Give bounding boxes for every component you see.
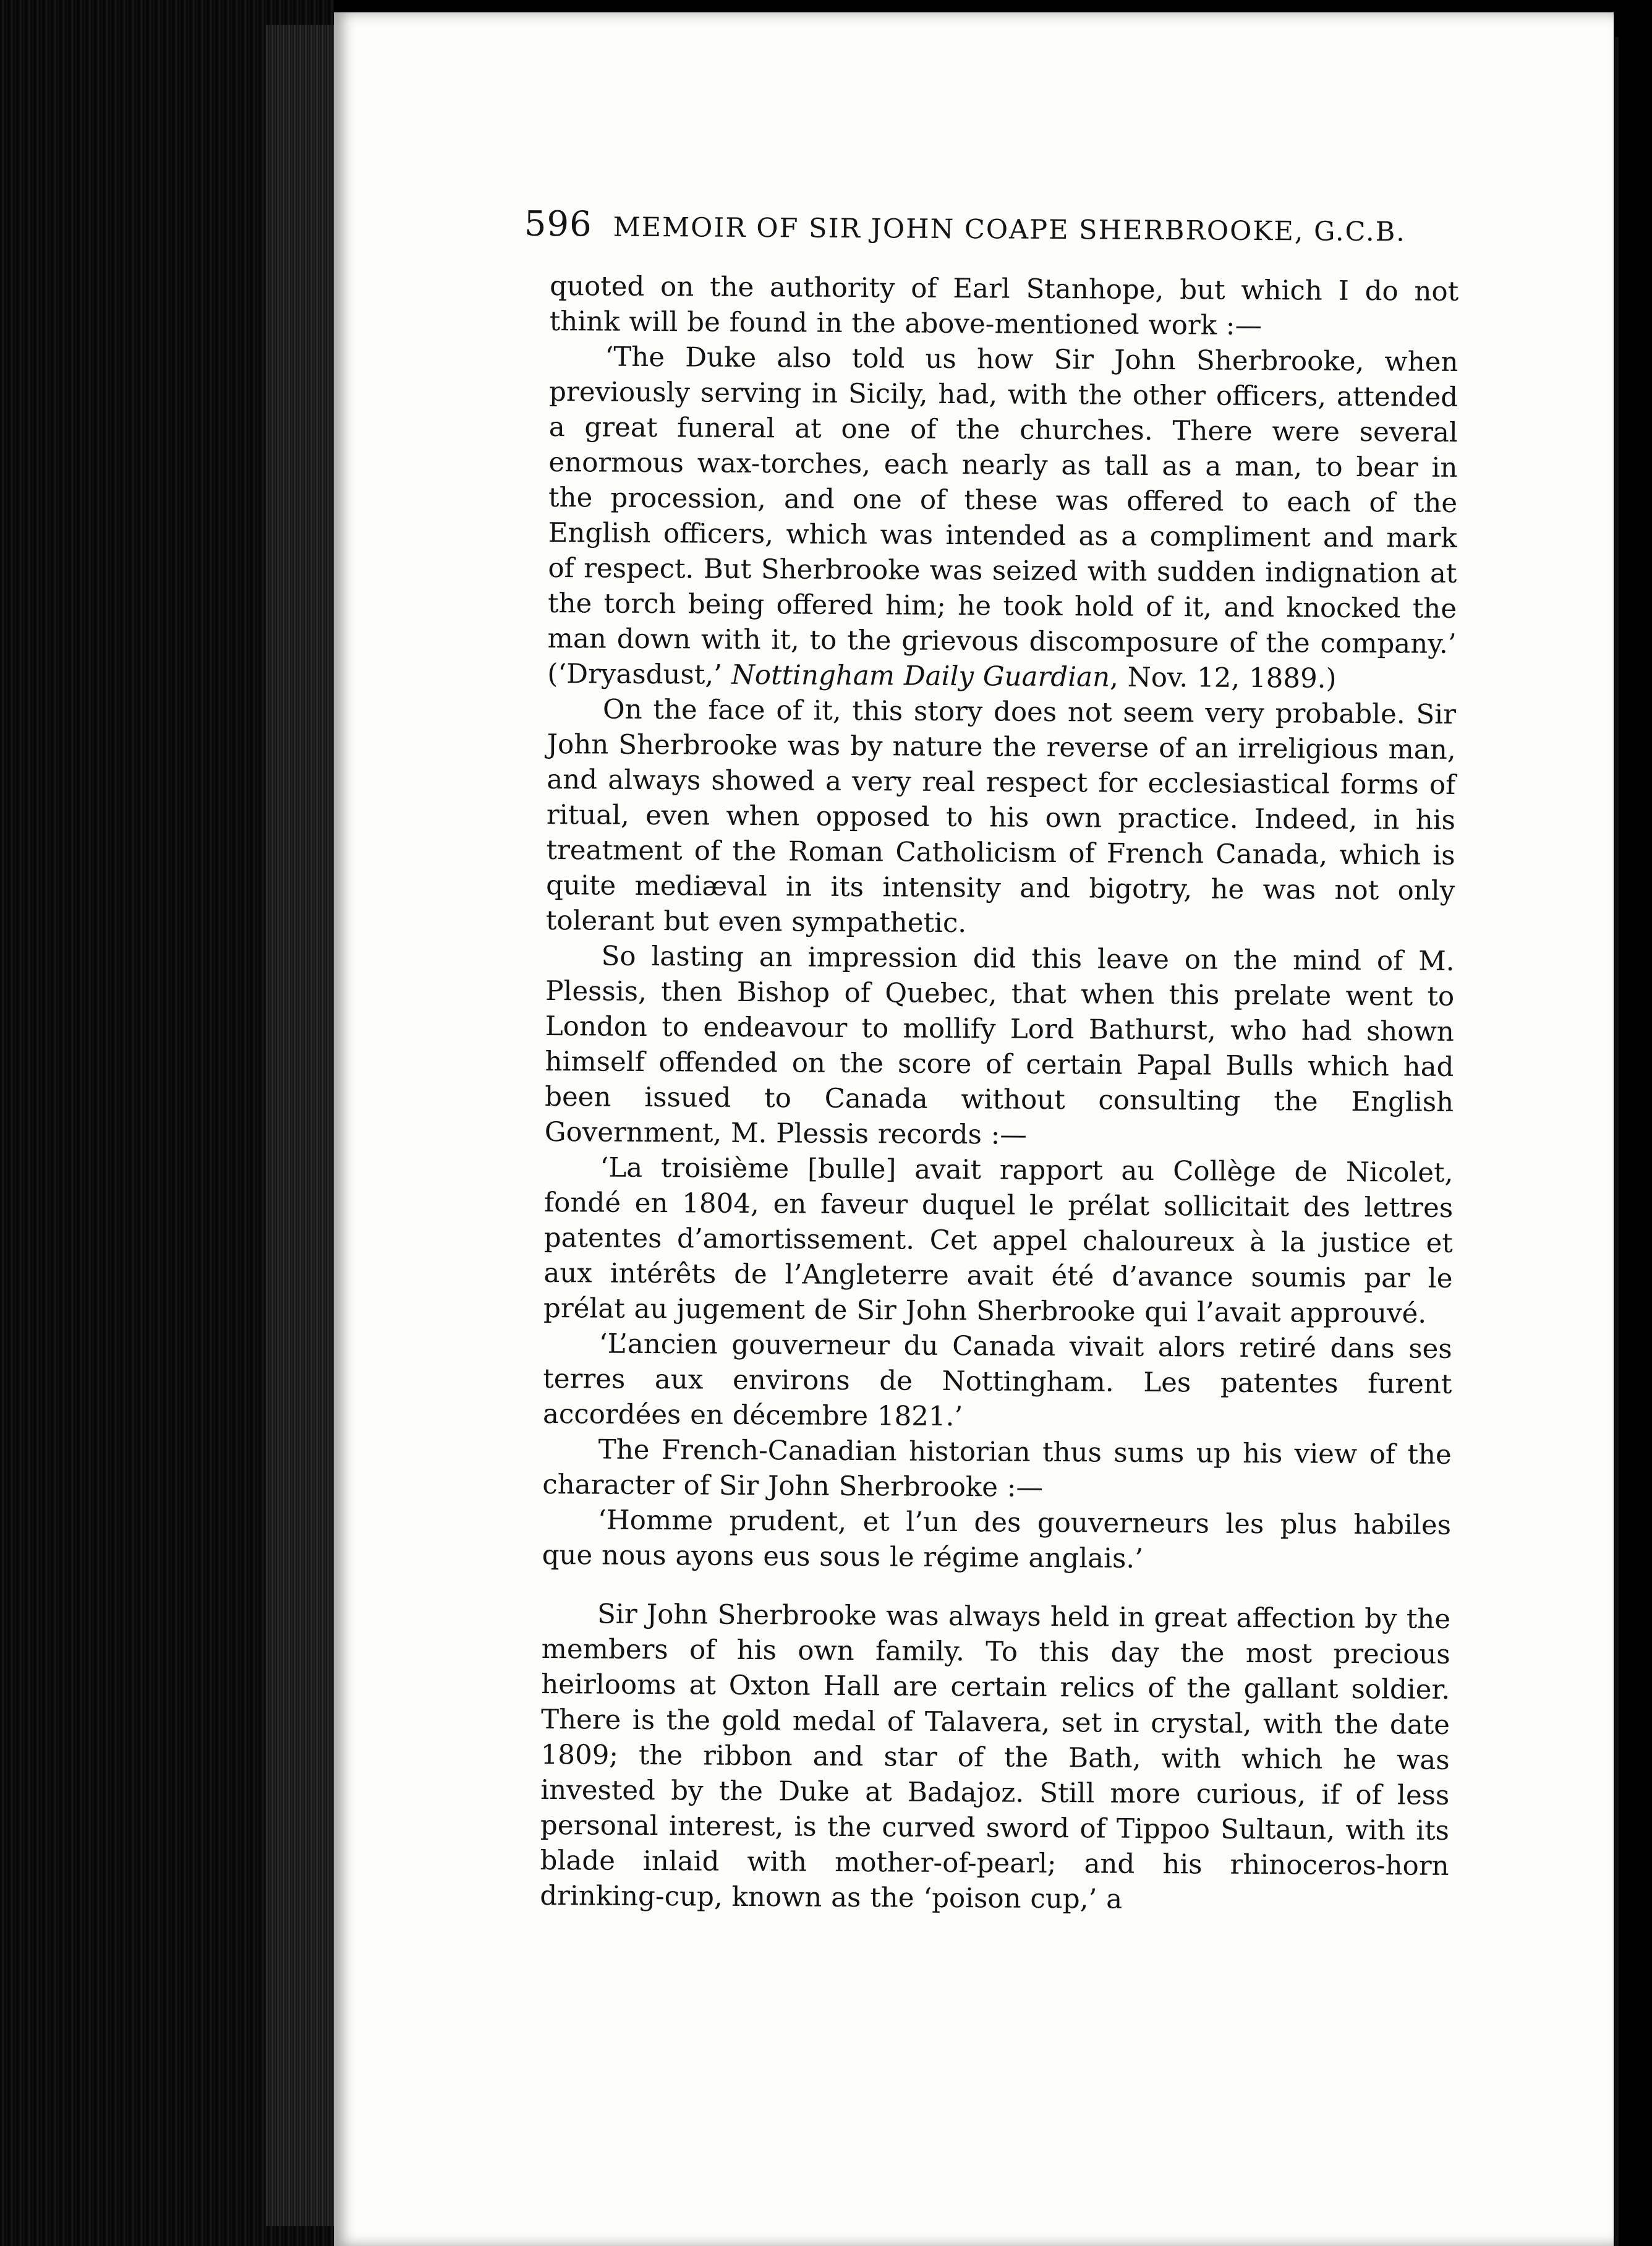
paragraph-7: The French-Canadian historian thus sums up his view of the character of Sir John Sherbrooke :— (542, 1434, 1452, 1503)
page-number: 596 (524, 203, 592, 245)
facing-page-edge (1615, 37, 1619, 2246)
page-text (524, 203, 1459, 1919)
citation-date: , Nov. 12, 1889.) (1109, 662, 1337, 694)
duke-quote: ‘The Duke also told us how Sir John Sherbrooke, when previously serving in Sicily, had, with the other officers, attended a great funeral at one of the churches. There were several enormous wax-torches, each nearly as tall as a man, to bear in the procession, and one of these was offered to each of the English officers, which was intended as a compliment and mark of respect. But Sherbrooke was seized with sudden indignation at the torch being offered him; he took hold of it, and knocked the man down with it, to the grievous discomposure of the company.’ (547, 341, 1458, 660)
paragraph-6: ‘L’ancien gouverneur du Canada vivait alors retiré dans ses terres aux environs de Nottingham. Les patentes furent accordées en décembre 1821.’ (542, 1328, 1452, 1433)
paragraph-8: ‘Homme prudent, et l’un des gouverneurs les plus habiles que nous ayons eus sous le régime anglais.’ (542, 1505, 1452, 1574)
citation-open: (‘Dryasdust,’ (547, 658, 731, 691)
paragraph-1: quoted on the authority of Earl Stanhope, but which I do not think will be found in the above-mentioned work :— (549, 270, 1459, 342)
paragraph-9: Sir John Sherbrooke was always held in great affection by the members of his own family. To this day the most precious heirlooms at Oxton Hall are certain relics of the gallant soldier. There is the gold medal of Talavera, set in crystal, with the date 1809; the ribbon and star of the Bath, with which he was invested by the Duke at Badajoz. Still more curious, if of less personal interest, is the curved sword of Tippoo Sultaun, with its blade inlaid with mother-of-pearl; and his rhinoceros-horn drinking-cup, known as the ‘poison cup,’ a (540, 1599, 1451, 1915)
citation-source: Nottingham Daily Guardian (731, 659, 1110, 693)
paragraph-4: So lasting an impression did this leave on the mind of M. Plessis, then Bishop of Quebec, that when this prelate went to London to endeavour to mollify Lord Bathurst, who had shown himself offended on the score of certain Papal Bulls which had been issued to Canada without consulting the English Government, M. Plessis records :— (544, 941, 1455, 1151)
paragraph-5: ‘La troisième [bulle] avait rapport au Collège de Nicolet, fondé en 1804, en faveur duquel le prélat sollicitait des lettres patentes d’amortissement. Cet appel chaloureux à la justice et aux intérêts de l’Angleterre avait été d’avance soumis par le prélat au jugement de Sir John Sherbrooke qui l’avait approuvé. (543, 1152, 1454, 1330)
paragraph-2 (547, 339, 1458, 698)
running-head-title: MEMOIR OF SIR JOHN COAPE SHERBROOKE, G.C.B. (613, 211, 1407, 248)
running-head (524, 204, 1464, 250)
paragraph-3: On the face of it, this story does not seem very probable. Sir John Sherbrooke was by nature the reverse of an irreligious man, and always showed a very real respect for ecclesiastical forms of ritual, even when opposed to his own practice. Indeed, in his treatment of the Roman Catholicism of French Canada, which is quite mediæval in its intensity and bigotry, he was not only tolerant but even sympathetic. (545, 694, 1457, 939)
page-edges (266, 25, 334, 2226)
